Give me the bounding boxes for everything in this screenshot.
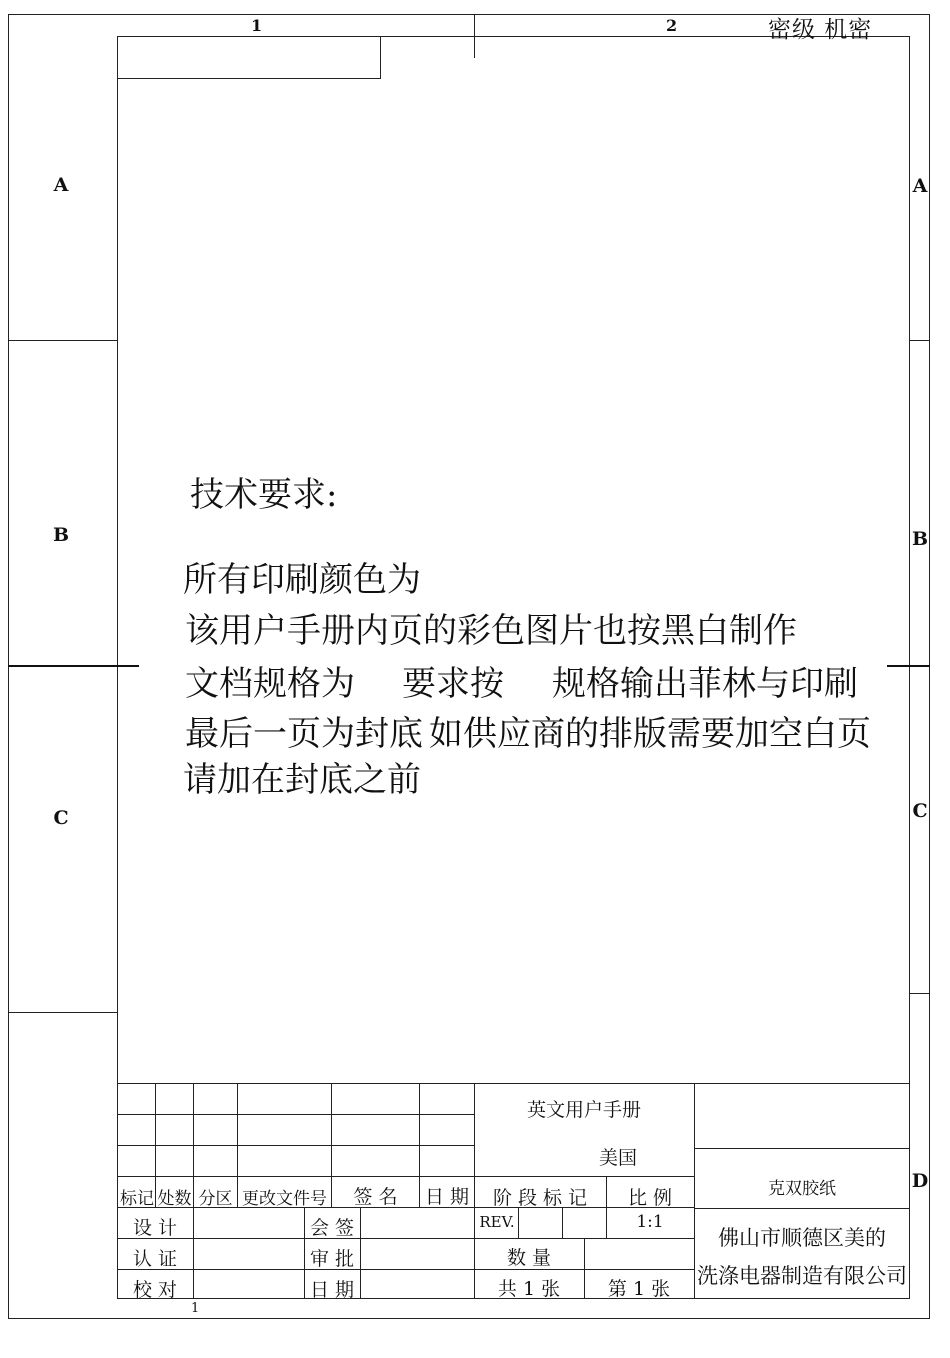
zone-label-right-c: C: [912, 800, 928, 822]
column-number-1: 1: [251, 16, 263, 35]
zone-label-right-a: A: [912, 175, 928, 197]
zone-label-left-a: A: [53, 174, 69, 196]
tb-line: [117, 1114, 474, 1115]
document-region: 美国: [598, 1147, 637, 1169]
tb-header-signature: 签 名: [353, 1186, 398, 1208]
zone-label-right-d: D: [911, 1170, 929, 1192]
company-name-line1: 佛山市顺德区美的: [718, 1226, 886, 1250]
requirement-line: 要求按: [402, 664, 504, 704]
tb-header-zone: 分区: [198, 1189, 233, 1209]
tb-header-count: 处数: [157, 1189, 192, 1209]
zone-label-left-b: B: [52, 524, 70, 546]
tb-line: [117, 1145, 474, 1146]
tb-line: [117, 1269, 694, 1270]
stage-mark-label: 阶 段 标 记: [492, 1187, 588, 1209]
secrecy-label: 密级 机密: [768, 17, 873, 43]
tb-line: [562, 1207, 563, 1238]
tb-line: [360, 1207, 361, 1299]
tb-line: [518, 1207, 519, 1238]
company-name-line2: 洗涤电器制造有限公司: [697, 1264, 907, 1288]
tb-header-date: 日 期: [424, 1186, 470, 1208]
approval-countersign: 会 签: [309, 1217, 355, 1239]
tb-line: [694, 1208, 910, 1209]
requirements-title: 技术要求:: [190, 475, 338, 515]
tb-header-mark: 标记: [120, 1189, 154, 1209]
tb-line: [117, 1238, 694, 1239]
material-label: 克双胶纸: [768, 1179, 836, 1199]
left-zone-divider: [8, 1012, 117, 1013]
role-proofread: 校 对: [132, 1279, 178, 1301]
total-sheets-label: 共 1 张: [497, 1278, 561, 1300]
requirement-line: 所有印刷颜色为: [183, 560, 421, 600]
requirement-line: 请加在封底之前: [183, 760, 421, 800]
requirement-line: 如供应商的排版需要加空白页: [429, 714, 871, 754]
zone-label-right-b: B: [911, 528, 929, 550]
tb-header-change-doc: 更改文件号: [242, 1189, 327, 1209]
document-title: 英文用户手册: [526, 1099, 641, 1121]
tb-line: [117, 1083, 910, 1084]
tb-line: [117, 1176, 694, 1177]
top-column-divider: [474, 14, 475, 58]
column-number-2: 2: [666, 16, 678, 35]
requirement-line: 规格输出菲林与印刷: [552, 664, 858, 704]
center-mark-right: [887, 665, 930, 667]
right-zone-divider: [910, 993, 930, 994]
quantity-label: 数 量: [506, 1247, 552, 1269]
sheet-number-label: 第 1 张: [607, 1278, 671, 1300]
right-zone-divider: [910, 340, 930, 341]
zone-label-left-c: C: [53, 807, 69, 829]
scale-value: 1:1: [636, 1212, 664, 1232]
scale-label: 比 例: [627, 1187, 673, 1209]
requirement-line: 最后一页为封底: [185, 714, 423, 754]
role-certify: 认 证: [132, 1248, 178, 1270]
approval-date: 日 期: [309, 1279, 355, 1301]
center-mark-left: [8, 665, 139, 667]
page-number: 1: [191, 1301, 200, 1316]
requirement-line: 该用户手册内页的彩色图片也按黑白制作: [185, 611, 797, 651]
top-left-box: [117, 36, 381, 79]
left-zone-divider: [8, 340, 117, 341]
tb-line: [694, 1148, 910, 1149]
role-design: 设 计: [132, 1217, 178, 1239]
approval-review: 审 批: [309, 1248, 355, 1270]
requirement-line: 文档规格为: [185, 664, 355, 704]
rev-label: REV.: [479, 1213, 515, 1231]
